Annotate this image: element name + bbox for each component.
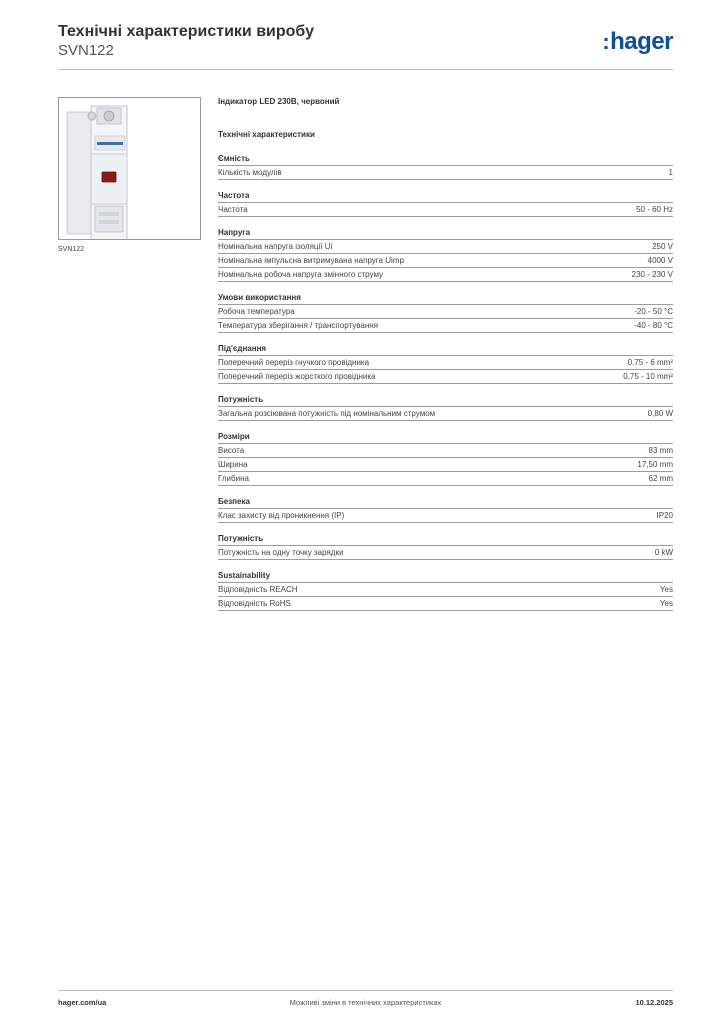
spec-label: Поперечний переріз жорсткого провідника (218, 372, 376, 381)
spec-row (218, 166, 673, 180)
footer-website: hager.com/ua (58, 998, 107, 1007)
page-footer (58, 990, 673, 1010)
spec-row (218, 240, 673, 254)
spec-row (218, 203, 673, 217)
product-image (58, 97, 201, 240)
spec-label: Відповідність REACH (218, 585, 298, 594)
spec-label: Глибина (218, 474, 249, 483)
spec-value: 0.75 - 6 mm² (627, 358, 673, 367)
section-title: Безпека (218, 497, 673, 509)
spec-label: Клас захисту від проникнення (IP) (218, 511, 345, 520)
spec-row (218, 472, 673, 486)
hager-logo (602, 28, 673, 56)
document-title: Технічні характеристики виробу (58, 23, 314, 40)
spec-label: Потужність на одну точку зарядки (218, 548, 344, 557)
section-title: Частота (218, 191, 673, 203)
spec-label: Номінальна напруга ізоляції Ui (218, 242, 333, 251)
spec-label: Номінальна імпульсна витримувана напруга Uimp (218, 256, 404, 265)
section-title: Розміри (218, 432, 673, 444)
spec-content (218, 96, 673, 622)
spec-row (218, 268, 673, 282)
product-image-caption: SVN122 (58, 246, 85, 253)
spec-row (218, 370, 673, 384)
spec-section (218, 571, 673, 611)
section-title: Умови використання (218, 293, 673, 305)
logo-text: hager (610, 28, 673, 55)
spec-row (218, 305, 673, 319)
document-subtitle: SVN122 (58, 42, 114, 59)
spec-row (218, 546, 673, 560)
spec-value: Yes (659, 585, 673, 594)
spec-label: Частота (218, 205, 248, 214)
spec-section (218, 344, 673, 384)
section-title: Потужність (218, 534, 673, 546)
spec-value: 230 - 230 V (631, 270, 673, 279)
spec-row (218, 356, 673, 370)
spec-value: 0,80 W (647, 409, 673, 418)
spec-row (218, 444, 673, 458)
specs-heading: Технічні характеристики (218, 130, 315, 139)
spec-label: Відповідність RoHS (218, 599, 291, 608)
spec-value: 17,50 mm (637, 460, 673, 469)
spec-value: -20 - 50 °C (634, 307, 673, 316)
spec-label: Ширина (218, 460, 248, 469)
footer-date: 10.12.2025 (635, 998, 673, 1007)
spec-label: Кількість модулів (218, 168, 282, 177)
spec-label: Поперечний переріз гнучкого провідника (218, 358, 370, 367)
spec-section (218, 497, 673, 523)
spec-value: 1 (668, 168, 673, 177)
spec-value: IP20 (656, 511, 673, 520)
spec-value: 0 kW (654, 548, 673, 557)
spec-label: Висота (218, 446, 245, 455)
spec-sections (218, 154, 673, 611)
spec-value: 62 mm (648, 474, 673, 483)
spec-section (218, 395, 673, 421)
page-header (58, 22, 673, 70)
section-title: Під'єднання (218, 344, 673, 356)
section-title: Sustainability (218, 571, 673, 583)
spec-row (218, 407, 673, 421)
spec-value: Yes (659, 599, 673, 608)
indicator-module-illustration (59, 98, 201, 240)
spec-section (218, 228, 673, 282)
spec-row (218, 597, 673, 611)
spec-label: Робоча температура (218, 307, 295, 316)
spec-section (218, 154, 673, 180)
spec-row (218, 583, 673, 597)
spec-section (218, 293, 673, 333)
spec-row (218, 509, 673, 523)
section-title: Потужність (218, 395, 673, 407)
spec-value: 250 V (652, 242, 673, 251)
section-title: Напруга (218, 228, 673, 240)
spec-label: Температура зберігання / транспортування (218, 321, 379, 330)
spec-row (218, 458, 673, 472)
spec-value: -40 - 80 °C (634, 321, 673, 330)
spec-value: 0.75 - 10 mm² (623, 372, 673, 381)
spec-value: 50 - 60 Hz (636, 205, 673, 214)
footer-notice: Можливі зміни в технічних характеристиках (289, 998, 442, 1007)
spec-section (218, 432, 673, 486)
spec-section (218, 191, 673, 217)
spec-value: 4000 V (647, 256, 673, 265)
logo-colon: : (602, 29, 610, 54)
spec-row (218, 319, 673, 333)
spec-label: Номінальна робоча напруга змінного струму (218, 270, 384, 279)
spec-section (218, 534, 673, 560)
spec-label: Загальна розсіювана потужність під номінальним струмом (218, 409, 436, 418)
product-name: Індикатор LED 230В, червоний (218, 97, 340, 106)
spec-value: 83 mm (648, 446, 673, 455)
section-title: Ємність (218, 154, 673, 166)
spec-row (218, 254, 673, 268)
